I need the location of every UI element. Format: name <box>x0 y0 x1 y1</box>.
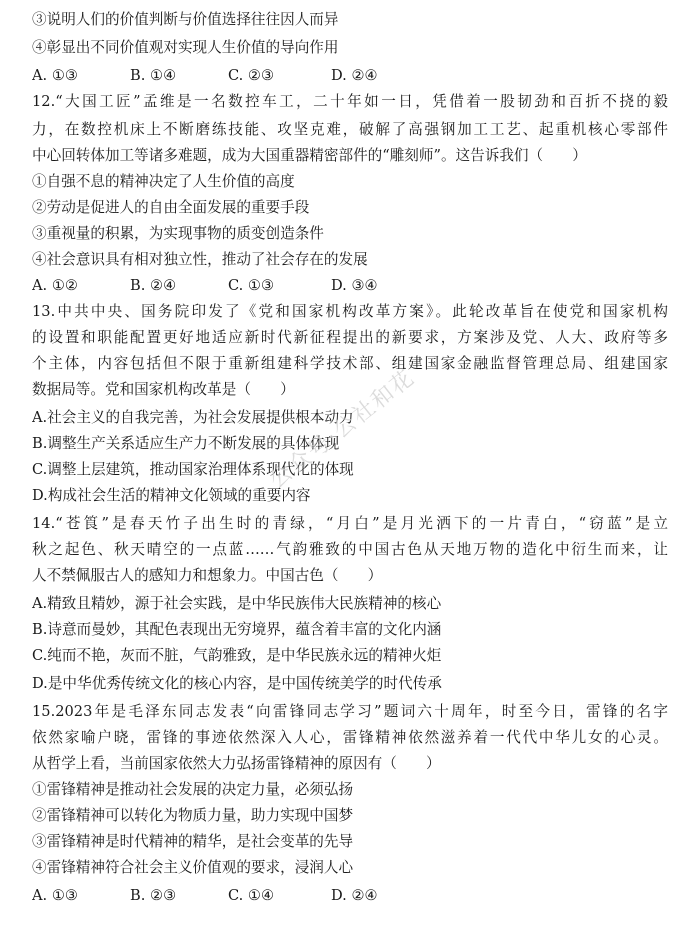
q11-option-d[interactable]: D. ②④ <box>331 67 378 84</box>
q15-stem-line-1: 15.2023年是毛泽东同志发表“向雷锋同志学习”题词六十周年，时至今日，雷锋的名字 <box>32 703 668 720</box>
q15-stem-line-2: 依然家喻户晓，雷锋的事迹依然深入人心，雷锋精神依然滋养着一代代中华儿女的心灵。 <box>32 729 668 746</box>
q11-option-b[interactable]: B. ①④ <box>130 67 177 84</box>
q14-stem-line-1: 14.“苍筤”是春天竹子出生时的青绿，“月白”是月光洒下的一片青白，“窃蓝”是立 <box>32 515 668 532</box>
q11-statement-4: ④彰显出不同价值观对实现人生价值的导向作用 <box>32 39 339 56</box>
q14-stem-line-2: 秋之起色、秋天晴空的一点蓝……气韵雅致的中国古色从天地万物的造化中衍生而来，让 <box>32 541 668 558</box>
q15-option-d[interactable]: D. ②④ <box>331 887 378 904</box>
q11-option-a[interactable]: A. ①③ <box>32 67 78 84</box>
q12-statement-2: ②劳动是促进人的自由全面发展的重要手段 <box>32 199 310 216</box>
q11-options <box>32 66 668 86</box>
q13-stem-line-1: 13.中共中央、国务院印发了《党和国家机构改革方案》。此轮改革旨在使党和国家机构 <box>32 303 668 320</box>
q14-option-b[interactable]: B.诗意而曼妙，其配色表现出无穷境界，蕴含着丰富的文化内涵 <box>32 621 442 638</box>
q14-option-c[interactable]: C.纯而不艳，灰而不脏，气韵雅致，是中华民族永远的精神火炬 <box>32 647 442 664</box>
q13-stem-line-4: 数据局等。党和国家机构改革是（ ） <box>32 381 295 398</box>
q14-option-d[interactable]: D.是中华优秀传统文化的核心内容，是中国传统美学的时代传承 <box>32 675 442 692</box>
q11-option-c[interactable]: C. ②③ <box>228 67 275 84</box>
q14-stem-line-3: 人不禁佩服古人的感知力和想象力。中国古色（ ） <box>32 567 383 584</box>
q12-statement-3: ③重视量的积累，为实现事物的质变创造条件 <box>32 225 324 242</box>
q12-stem-line-1: 12.“大国工匠”孟维是一名数控车工，二十年如一日，凭借着一股韧劲和百折不挠的毅 <box>32 93 668 110</box>
q12-options <box>32 276 668 296</box>
q12-statement-4: ④社会意识具有相对独立性，推动了社会存在的发展 <box>32 251 368 268</box>
q15-statement-1: ①雷锋精神是推动社会发展的决定力量，必须弘扬 <box>32 781 354 798</box>
q11-statement-3: ③说明人们的价值判断与价值选择往往因人而异 <box>32 11 339 28</box>
q15-statement-3: ③雷锋精神是时代精神的精华，是社会变革的先导 <box>32 833 354 850</box>
q12-option-c[interactable]: C. ①③ <box>228 277 275 294</box>
q14-option-a[interactable]: A.精致且精妙，源于社会实践，是中华民族伟大民族精神的核心 <box>32 595 442 612</box>
watermark: 公众号·公社和花 <box>265 364 420 494</box>
q15-stem-line-3: 从哲学上看，当前国家依然大力弘扬雷锋精神的原因有（ ） <box>32 755 441 772</box>
q12-statement-1: ①自强不息的精神决定了人生价值的高度 <box>32 173 295 190</box>
q12-option-a[interactable]: A. ①② <box>32 277 78 294</box>
q13-option-a[interactable]: A.社会主义的自我完善，为社会发展提供根本动力 <box>32 409 354 426</box>
q13-option-b[interactable]: B.调整生产关系适应生产力不断发展的具体体现 <box>32 435 340 452</box>
q15-option-b[interactable]: B. ②③ <box>130 887 177 904</box>
q15-statement-2: ②雷锋精神可以转化为物质力量，助力实现中国梦 <box>32 807 354 824</box>
q13-option-d[interactable]: D.构成社会生活的精神文化领域的重要内容 <box>32 487 311 504</box>
q12-option-b[interactable]: B. ②④ <box>130 277 177 294</box>
q15-option-a[interactable]: A. ①③ <box>32 887 78 904</box>
q15-option-c[interactable]: C. ①④ <box>228 887 275 904</box>
q13-stem-line-2: 的设置和职能配置更好地适应新时代新征程提出的新要求，方案涉及党、人大、政府等多 <box>32 329 668 346</box>
q13-option-c[interactable]: C.调整上层建筑，推动国家治理体系现代化的体现 <box>32 461 354 478</box>
q12-stem-line-3: 中心回转体加工等诸多难题，成为大国重器精密部件的“雕刻师”。这告诉我们（ ） <box>32 147 587 164</box>
q15-statement-4: ④雷锋精神符合社会主义价值观的要求，浸润人心 <box>32 859 354 876</box>
q15-options <box>32 886 668 906</box>
q12-stem-line-2: 力，在数控机床上不断磨练技能、攻坚克难，破解了高强钢加工工艺、起重机核心零部件 <box>32 121 668 138</box>
q12-option-d[interactable]: D. ③④ <box>331 277 378 294</box>
q13-stem-line-3: 个主体，内容包括但不限于重新组建科学技术部、组建国家金融监督管理总局、组建国家 <box>32 355 668 372</box>
